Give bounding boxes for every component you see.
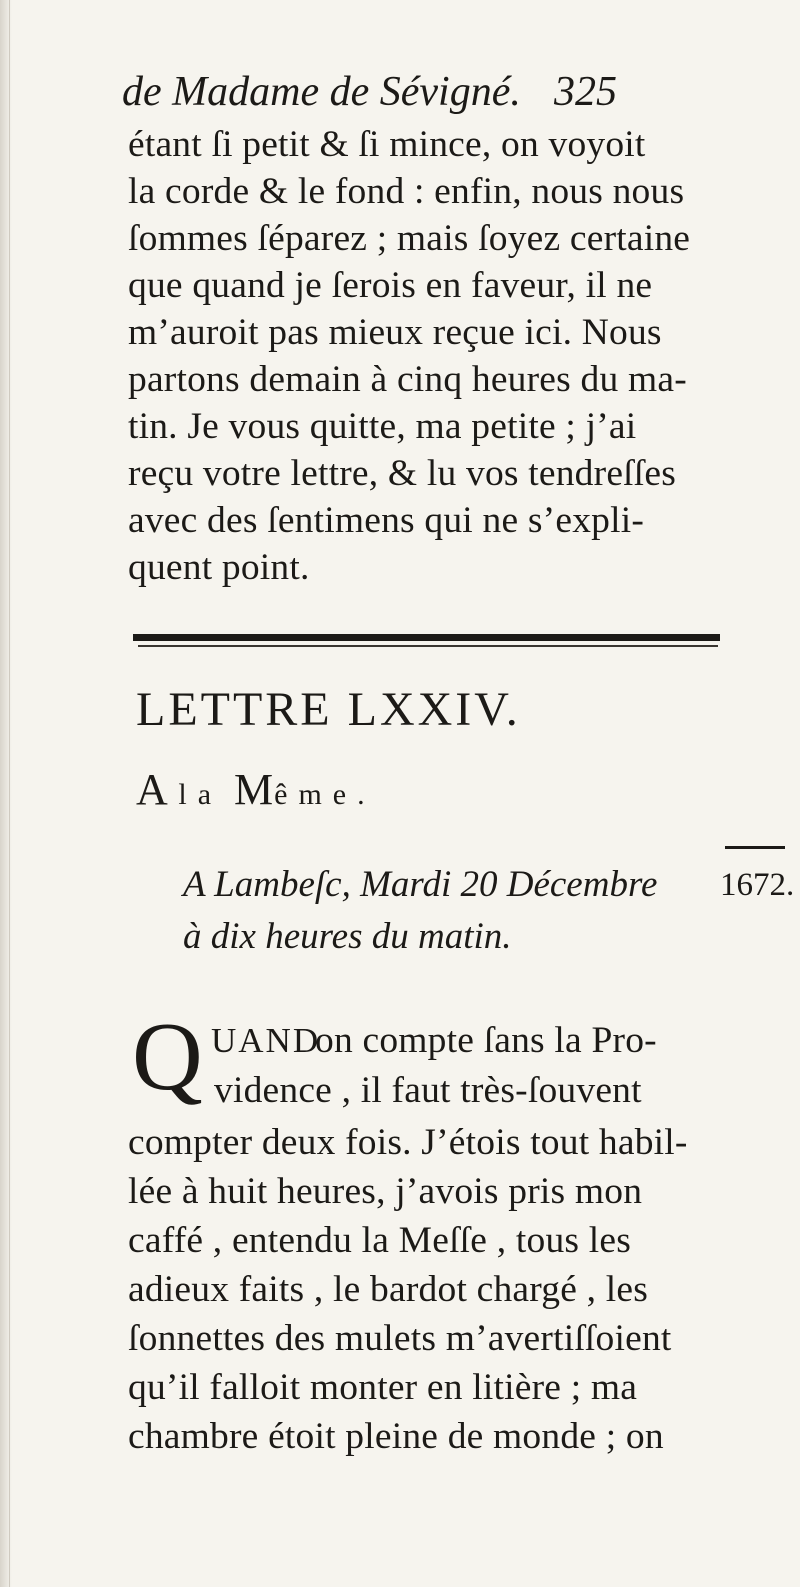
text-line: avec des ſentimens qui ne s’expli- [128,500,645,541]
text-line: on compte ſans la Pro- [315,1020,657,1061]
letter-title: LETTRE LXXIV. [136,683,521,736]
text-line: compter deux fois. J’étois tout habil- [128,1122,688,1163]
text-line: adieux faits , le bardot chargé , les [128,1269,649,1310]
text-line: que quand je ſerois en faveur, il ne [128,265,653,306]
dateline-time: à dix heures du matin. [183,916,512,957]
addressee-initial: A [136,765,167,814]
text-line: m’auroit pas mieux reçue ici. Nous [128,312,662,353]
text-line: partons demain à cinq heures du ma- [128,359,687,400]
text-line: reçu votre lettre, & lu vos tendreſſes [128,453,677,494]
addressee-cap: M [234,765,275,814]
section-rule-thin [138,645,718,647]
text-line: tin. Je vous quitte, ma petite ; j’ai [128,406,637,447]
drop-cap: Q [132,1003,203,1111]
text-line: qu’il falloit monter en litière ; ma [128,1367,638,1408]
first-word-rest: UAND [211,1021,321,1060]
first-word [211,1018,320,1064]
page-gutter-line [9,0,10,1587]
running-head [122,64,722,120]
text-line: caffé , entendu la Meſſe , tous les [128,1220,632,1261]
page-gutter-shadow [0,0,12,1587]
letter-addressee [136,762,376,823]
running-head-title: de Madame de Sévigné. [122,69,521,115]
margin-mark [725,846,785,849]
text-line: étant ſi petit & ſi mince, on voyoit [128,124,646,165]
text-line: chambre étoit pleine de monde ; on [128,1416,664,1457]
text-line: vidence , il faut très-ſouvent [214,1070,642,1111]
text-line: ſonnettes des mulets m’avertiſſoient [128,1318,672,1359]
page-number: 325 [554,69,617,115]
dateline-place: A Lambeſc, Mardi 20 Décembre [183,864,658,905]
text-line: lée à huit heures, j’avois pris mon [128,1171,643,1212]
text-line: ſommes ſéparez ; mais ſoyez certaine [128,218,691,259]
section-rule-thick [133,634,720,641]
text-line: quent point. [128,547,310,588]
margin-year: 1672. [720,867,795,903]
addressee-article: la [178,778,223,811]
addressee-rest: ême. [274,778,376,811]
text-line: la corde & le fond : enfin, nous nous [128,171,685,212]
